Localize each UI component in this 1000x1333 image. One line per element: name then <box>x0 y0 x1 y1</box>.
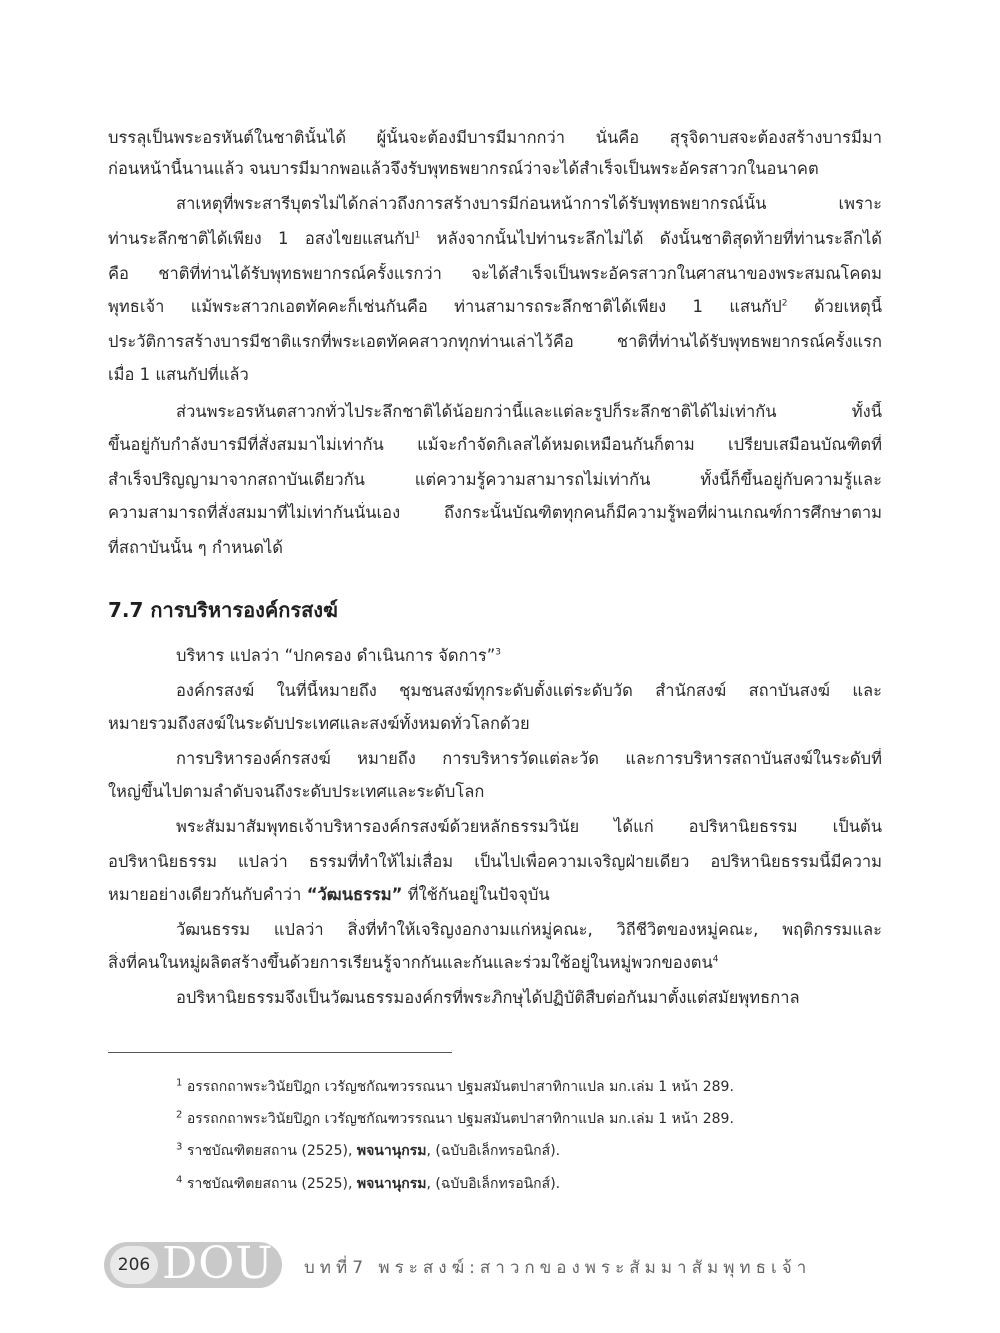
paragraph-line: พระสัมมาสัมพุทธเจ้าบริหารองค์กรสงฆ์ด้วยหลักธรรมวินัย ได้แก่ อปริหานิยธรรม เป็นต้น <box>176 817 882 836</box>
footnote-text: ราชบัณฑิตยสถาน (2525), <box>186 1176 357 1192</box>
footnote <box>176 1140 876 1162</box>
paragraph-line: ที่สถาบันนั้น ๆ กำหนดได้ <box>108 538 284 557</box>
text-segment: ท่านระลึกชาติได้เพียง 1 อสงไขยแสนกัป <box>108 229 415 248</box>
footnote-divider <box>108 1052 452 1053</box>
footnote <box>176 1076 876 1098</box>
paragraph-line: เมื่อ 1 แสนกัปที่แล้ว <box>108 365 249 384</box>
paragraph-line: ขึ้นอยู่กับกำลังบารมีที่สั่งสมมาไม่เท่ากัน แม้จะกำจัดกิเลสได้หมดเหมือนกันก็ตาม เปรียบเสมือนบัณฑิตที่ <box>108 435 882 454</box>
footnote-number: 3 <box>176 1141 183 1153</box>
paragraph-line <box>108 952 882 974</box>
section-heading: 7.7 การบริหารองค์กรสงฆ์ <box>108 598 338 622</box>
footnote <box>176 1108 876 1130</box>
paragraph-line: บรรลุเป็นพระอรหันต์ในชาตินั้นได้ ผู้นั้นจะต้องมีบารมีมากกว่า นั่นคือ สุรุจิดาบสจะต้องสร้างบารมีมา <box>108 128 882 147</box>
page-number: 206 <box>110 1246 158 1284</box>
paragraph-line: คือ ชาติที่ท่านได้รับพุทธพยากรณ์ครั้งแรกว่า จะได้สำเร็จเป็นพระอัครสาวกในศาสนาของพระสมณโคดม <box>108 264 882 283</box>
text-segment: หมายอย่างเดียวกันกับคำว่า <box>108 885 307 904</box>
footnote-number: 1 <box>176 1077 183 1089</box>
bold-term: “วัฒนธรรม” <box>306 885 403 904</box>
paragraph-line: การบริหารองค์กรสงฆ์ หมายถึง การบริหารวัดแต่ละวัด และการบริหารสถาบันสงฆ์ในระดับที่ <box>176 749 882 768</box>
paragraph-line <box>108 228 882 250</box>
footnote <box>176 1173 876 1195</box>
footnote-text: , (ฉบับอิเล็กทรอนิกส์). <box>426 1143 561 1159</box>
text-segment: บริหาร แปลว่า “ปกครอง ดำเนินการ จัดการ” <box>176 646 496 665</box>
paragraph-line: ก่อนหน้านี้นานแล้ว จนบารมีมากพอแล้วจึงรับพุทธพยากรณ์ว่าจะได้สำเร็จเป็นพระอัครสาวกในอนาคต <box>108 159 819 178</box>
text-segment: สิ่งที่คนในหมู่ผลิตสร้างขึ้นด้วยการเรียนรู้จากกันและกันและร่วมใช้อยู่ในหมู่พวกของตน <box>108 953 713 972</box>
footnote-text: , (ฉบับอิเล็กทรอนิกส์). <box>426 1176 561 1192</box>
paragraph-line: วัฒนธรรม แปลว่า สิ่งที่ทำให้เจริญงอกงามแก่หมู่คณะ, วิถีชีวิตของหมู่คณะ, พฤติกรรมและ <box>176 920 882 939</box>
running-title: บทที่7 พระสงฆ์:สาวกของพระสัมมาสัมพุทธเจ้า <box>304 1258 812 1278</box>
paragraph-line <box>176 645 882 667</box>
paragraph-line <box>108 884 882 906</box>
text-segment: พุทธเจ้า แม้พระสาวกเอตทัคคะก็เช่นกันคือ ท่านสามารถระลึกชาติได้เพียง 1 แสนกัป <box>108 297 782 316</box>
footnote-text: อรรถกถาพระวินัยปิฎก เวรัญชกัณฑวรรณนา ปฐมสมันตปาสาทิกาแปล มก.เล่ม 1 หน้า 289. <box>186 1111 734 1127</box>
paragraph-line: ใหญ่ขึ้นไปตามลำดับจนถึงระดับประเทศและระดับโลก <box>108 782 485 801</box>
paragraph-line: ส่วนพระอรหันตสาวกทั่วไประลึกชาติได้น้อยกว่านี้และแต่ละรูปก็ระลึกชาติได้ไม่เท่ากัน ทั้งนี้ <box>176 402 882 421</box>
footnote-text: ราชบัณฑิตยสถาน (2525), <box>186 1143 357 1159</box>
paragraph-line: สาเหตุที่พระสารีบุตรไม่ได้กล่าวถึงการสร้างบารมีก่อนหน้าการได้รับพุทธพยากรณ์นั้น เพราะ <box>176 194 882 213</box>
footnote-ref[interactable]: 1 <box>414 230 421 241</box>
text-segment: หลังจากนั้นไปท่านระลึกไม่ได้ ดังนั้นชาติสุดท้ายที่ท่านระลึกได้ <box>420 229 882 248</box>
footnote-ref[interactable]: 4 <box>712 954 719 965</box>
paragraph-line: หมายรวมถึงสงฆ์ในระดับประเทศและสงฆ์ทั้งหมดทั่วโลกด้วย <box>108 714 530 733</box>
footnote-bold: พจนานุกรม <box>356 1176 427 1192</box>
paragraph-line: อปริหานิยธรรมจึงเป็นวัฒนธรรมองค์กรที่พระภิกษุได้ปฏิบัติสืบต่อกันมาตั้งแต่สมัยพุทธกาล <box>176 988 800 1007</box>
footnote-ref[interactable]: 2 <box>781 298 788 309</box>
text-segment: ที่ใช้กันอยู่ในปัจจุบัน <box>402 885 550 904</box>
paragraph-line: องค์กรสงฆ์ ในที่นี้หมายถึง ชุมชนสงฆ์ทุกระดับตั้งแต่ระดับวัด สำนักสงฆ์ สถาบันสงฆ์ และ <box>176 681 882 700</box>
footnote-ref[interactable]: 3 <box>495 647 502 658</box>
paragraph-line: ประวัติการสร้างบารมีชาติแรกที่พระเอตทัคคสาวกทุกท่านเล่าไว้คือ ชาติที่ท่านได้รับพุทธพยากรณ์ครั้งแรก <box>108 332 882 351</box>
paragraph-line: อปริหานิยธรรม แปลว่า ธรรมที่ทำให้ไม่เสื่อม เป็นไปเพื่อความเจริญฝ่ายเดียว อปริหานิยธรรมนี้มีความ <box>108 852 882 871</box>
text-segment: ด้วยเหตุนี้ <box>787 297 882 316</box>
paragraph-line: สำเร็จปริญญามาจากสถาบันเดียวกัน แต่ความรู้ความสามารถไม่เท่ากัน ทั้งนี้ก็ขึ้นอยู่กับความรู้และ <box>108 470 882 489</box>
footnote-number: 2 <box>176 1109 183 1121</box>
footnote-bold: พจนานุกรม <box>356 1143 427 1159</box>
paragraph-line: ความสามารถที่สั่งสมมาที่ไม่เท่ากันนั่นเอง ถึงกระนั้นบัณฑิตทุกคนก็มีความรู้พอที่ผ่านเกณฑ์การศึกษาตาม <box>108 503 882 522</box>
dou-logo: DOU <box>162 1238 274 1289</box>
footnote-number: 4 <box>176 1174 183 1186</box>
paragraph-line <box>108 296 882 318</box>
footnote-text: อรรถกถาพระวินัยปิฎก เวรัญชกัณฑวรรณนา ปฐมสมันตปาสาทิกาแปล มก.เล่ม 1 หน้า 289. <box>186 1079 734 1095</box>
